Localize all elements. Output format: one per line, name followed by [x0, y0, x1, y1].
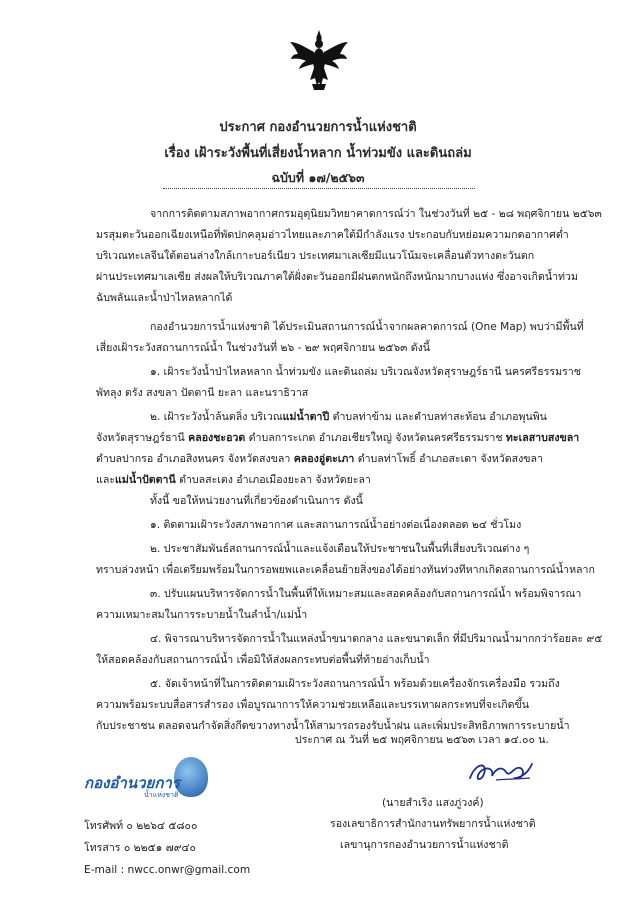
signatory-position: รองเลขาธิการสำนักงานทรัพยากรน้ำแห่งชาติ — [330, 818, 536, 830]
dotted-divider — [163, 188, 475, 189]
action-line: ความพร้อมระบบสื่อสารสำรอง เพื่อบูรณาการให้ความช่วยเหลือและบรรเทาผลกระทบที่จะเกิดขึ้น — [96, 699, 530, 711]
action-line: ๔. พิจารณาบริหารจัดการน้ำในแหล่งน้ำขนาดกลาง และขนาดเล็ก ที่มีปริมาณน้ำมากกว่าร้อยละ ๙๕ — [150, 633, 603, 645]
risk-item-2-line — [96, 452, 543, 467]
assessment-line: กองอำนวยการน้ำแห่งชาติ ได้ประเมินสถานการณ์น้ำจากผลคาดการณ์ (One Map) พบว่ามีพื้นที่ — [150, 321, 584, 333]
assessment-line: เสี่ยงเฝ้าระวังสถานการณ์น้ำ ในช่วงวันที่ ๒๖ - ๒๙ พฤศจิกายน ๒๕๖๓ ดังนี้ — [96, 342, 431, 354]
announcement-issue-number: ฉบับที่ ๑๗/๒๕๖๓ — [271, 170, 365, 185]
waterway-name: แม่น้ำตาปี — [282, 411, 330, 423]
announcement-title: ประกาศ กองอำนวยการน้ำแห่งชาติ — [219, 120, 417, 135]
request-line: ทั้งนี้ ขอให้หน่วยงานที่เกี่ยวข้องดำเนินการ ดังนี้ — [150, 495, 363, 507]
announcement-subject: เรื่อง เฝ้าระวังพื้นที่เสี่ยงน้ำหลาก น้ำท่วมขัง และดินถล่ม — [164, 146, 472, 161]
signature-image — [466, 758, 536, 786]
contact-email: E-mail : nwcc.onwr@gmail.com — [84, 864, 251, 876]
item-text: และ — [96, 474, 116, 486]
action-line: ทราบล่วงหน้า เพื่อเตรียมพร้อมในการอพยพและเคลื่อนย้ายสิ่งของได้อย่างทันท่วงทีหากเกิดสถานการณ์น้ำหลาก — [96, 564, 595, 576]
item-text: จังหวัดสุราษฎร์ธานี — [96, 432, 189, 444]
waterway-name: ทะเลสาบสงขลา — [505, 432, 580, 444]
item-text: ๒. เฝ้าระวังน้ำล้นตลิ่ง บริเวณ — [150, 411, 283, 423]
item-text: ตำบลการะเกด อำเภอเชียรใหญ่ จังหวัดนครศรีธรรมราช — [245, 432, 506, 444]
item-text: ตำบลปากรอ อำเภอสิงหนคร จังหวัดสงขลา — [96, 453, 294, 465]
action-line: ๕. จัดเจ้าหน้าที่ในการติดตามเฝ้าระวังสถานการณ์น้ำ พร้อมด้วยเครื่องจักรเครื่องมือ รวมถึง — [150, 678, 560, 690]
action-line: ๑. ติดตามเฝ้าระวังสภาพอากาศ และสถานการณ์น้ำอย่างต่อเนื่องตลอด ๒๔ ชั่วโมง — [150, 519, 522, 531]
item-text: ตำบลท่าโพธิ์ อำเภอสะเดา จังหวัดสงขลา — [354, 453, 543, 465]
garuda-emblem-icon — [288, 28, 350, 92]
action-line: ให้สอดคล้องกับสถานการณ์น้ำ เพื่อมิให้ส่งผลกระทบต่อพื้นที่ท้ายอ่างเก็บน้ำ — [96, 654, 430, 666]
waterway-name: คลองชะอวด — [188, 432, 246, 444]
item-text: ตำบลท่าข้าม และตำบลท่าสะท้อน อำเภอพุนพิน — [329, 411, 547, 423]
action-line: ๒. ประชาสัมพันธ์สถานการณ์น้ำและแจ้งเตือนให้ประชาชนในพื้นที่เสี่ยงบริเวณต่าง ๆ — [150, 543, 530, 555]
risk-item-1-line: ๑. เฝ้าระวังน้ำป่าไหลหลาก น้ำท่วมขัง และดินถล่ม บริเวณจังหวัดสุราษฎร์ธานี นครศรีธรรมราช — [150, 366, 581, 378]
intro-line: บริเวณทะเลจีนใต้ตอนล่างใกล้เกาะบอร์เนียว ประเทศมาเลเซียมีแนวโน้มจะเคลื่อนตัวทางตะวันตก — [96, 250, 535, 262]
risk-item-2-line — [96, 473, 371, 488]
action-line: กับประชาชน ตลอดจนกำจัดสิ่งกีดขวางทางน้ำให้สามารถรองรับน้ำฝน และเพิ่มประสิทธิภาพการระบายน้ำ — [96, 720, 570, 732]
intro-line: มรสุมตะวันออกเฉียงเหนือที่พัดปกคลุมอ่าวไทยและภาคใต้มีกำลังแรง ประกอบกับหย่อมความกดอากาศต่ำ — [96, 229, 569, 241]
waterway-name: คลองอู่ตะเภา — [293, 453, 355, 465]
risk-item-2-line — [96, 431, 579, 446]
announcement-date: ประกาศ ณ วันที่ ๒๕ พฤศจิกายน ๒๕๖๓ เวลา ๑๔.๐๐ น. — [295, 734, 549, 746]
intro-line: ผ่านประเทศมาเลเซีย ส่งผลให้บริเวณภาคใต้ฝั่งตะวันออกมีฝนตกหนักถึงหนักมากบางแห่ง ซึ่งอาจเกิดน้ำท่วม — [96, 271, 578, 283]
signatory-position: เลขานุการกองอำนวยการน้ำแห่งชาติ — [340, 839, 509, 851]
intro-line: จากการติดตามสภาพอากาศกรมอุตุนิยมวิทยาคาดการณ์ว่า ในช่วงวันที่ ๒๕ - ๒๘ พฤศจิกายน ๒๕๖๓ — [150, 208, 602, 220]
waterway-name: แม่น้ำปัตตานี — [115, 474, 176, 486]
nwcc-logo — [84, 757, 212, 801]
logo-text: กองอำนวยการ — [84, 774, 180, 792]
contact-fax: โทรสาร ๐ ๒๒๕๑ ๗๙๔๐ — [84, 842, 196, 854]
logo-subtext: น้ำแห่งชาติ — [144, 791, 179, 799]
signatory-name: (นายสำเริง แสงภู่วงค์) — [382, 797, 484, 809]
risk-item-1-line: พัทลุง ตรัง สงขลา ปัตตานี ยะลา และนราธิวาส — [96, 387, 309, 399]
item-text: ตำบลสะเตง อำเภอเมืองยะลา จังหวัดยะลา — [175, 474, 371, 486]
intro-line: ฉับพลันและน้ำป่าไหลหลากได้ — [96, 292, 233, 304]
contact-phone: โทรศัพท์ ๐ ๒๒๖๔ ๕๘๐๐ — [84, 820, 198, 832]
action-line: ๓. ปรับแผนบริหารจัดการน้ำในพื้นที่ให้เหมาะสมและสอดคล้องกับสถานการณ์น้ำ พร้อมพิจารณา — [150, 588, 582, 600]
action-line: ความเหมาะสมในการระบายน้ำในลำน้ำ/แม่น้ำ — [96, 609, 308, 621]
risk-item-2-line — [150, 410, 547, 425]
